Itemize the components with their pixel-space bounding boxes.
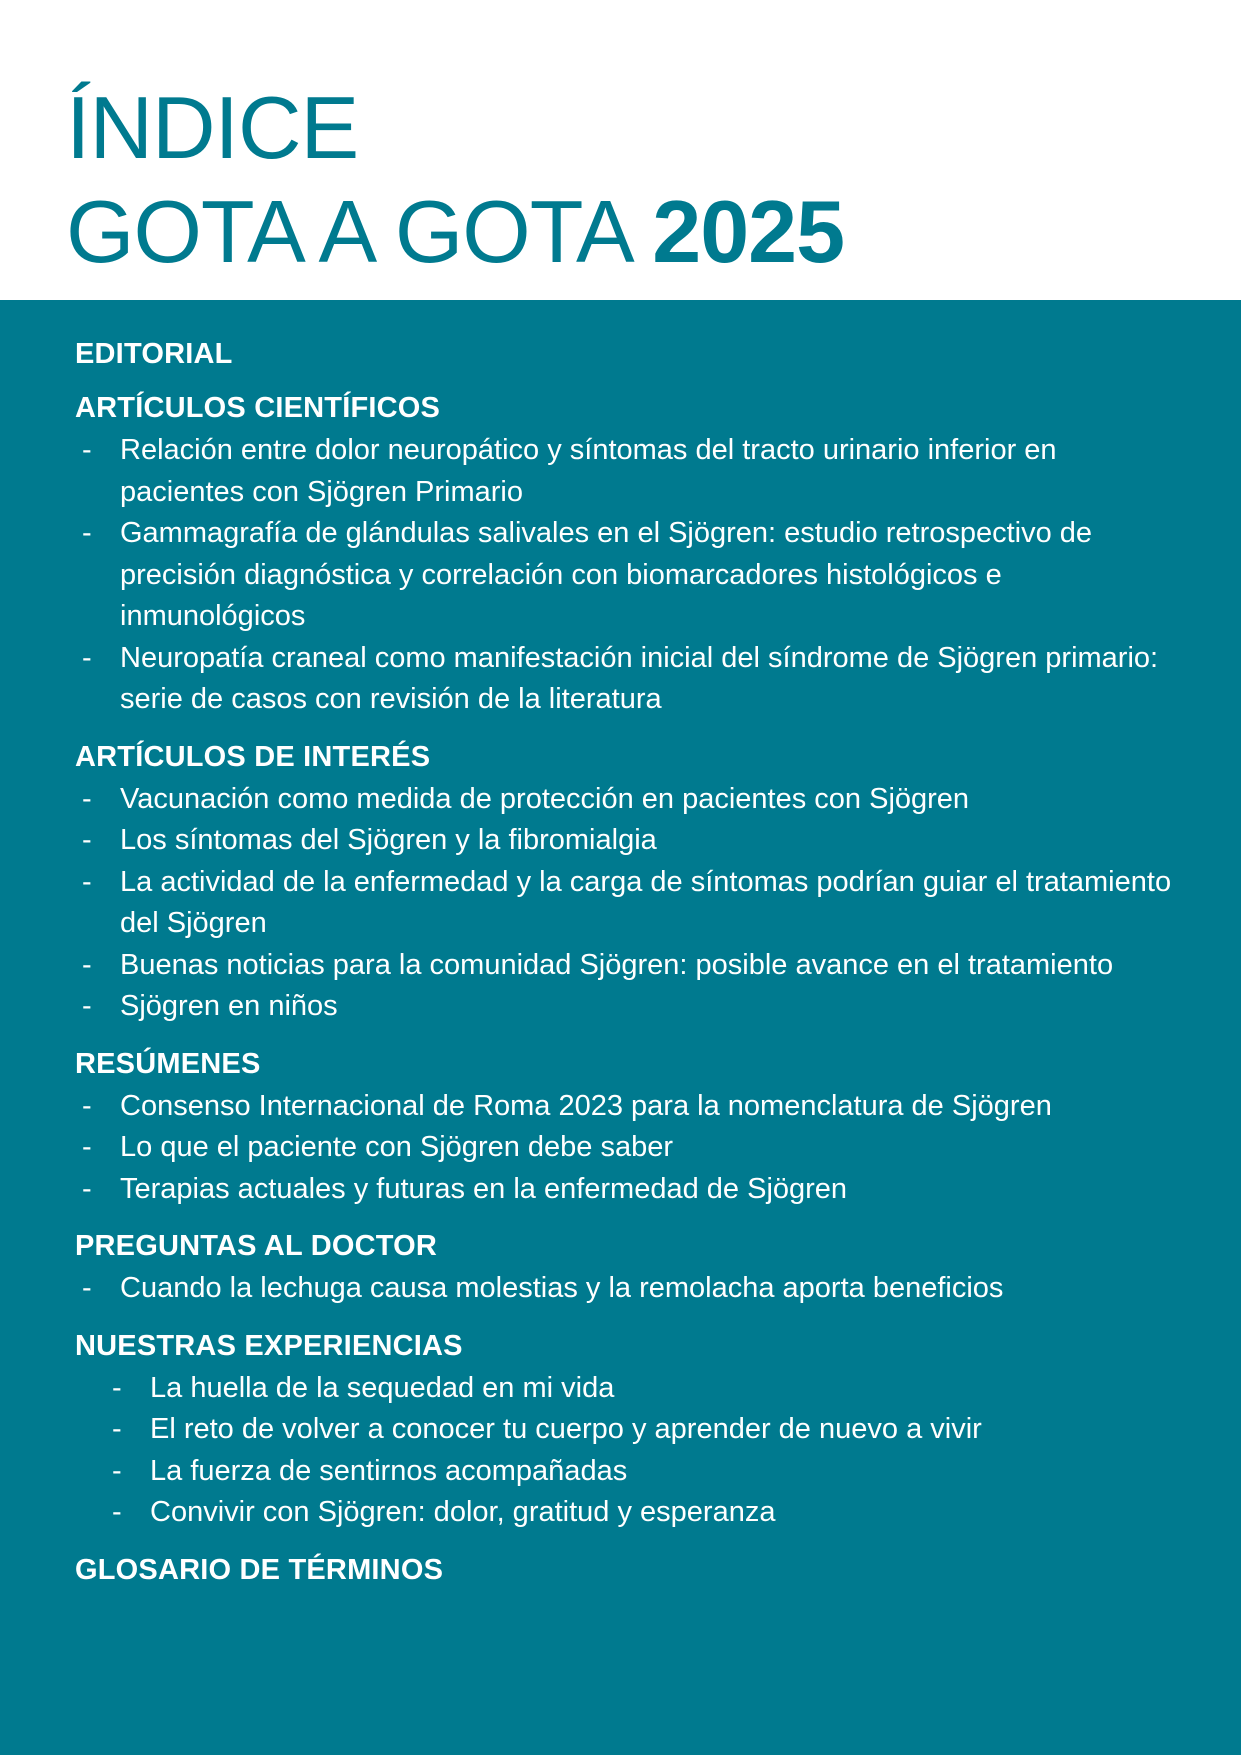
item-text: Cuando la lechuga causa molestias y la remolacha aporta beneficios bbox=[120, 1272, 1004, 1304]
section-editorial[interactable] bbox=[75, 336, 1175, 372]
dash-bullet: - bbox=[82, 865, 92, 898]
item-text: El reto de volver a conocer tu cuerpo y aprender de nuevo a vivir bbox=[150, 1413, 982, 1445]
item-text: Convivir con Sjögren: dolor, gratitud y esperanza bbox=[150, 1496, 776, 1528]
item-text: Vacunación como medida de protección en pacientes con Sjögren bbox=[120, 782, 970, 815]
publication-year: 2025 bbox=[652, 182, 845, 281]
section-glosario[interactable] bbox=[75, 1552, 1175, 1588]
dash-bullet: - bbox=[82, 517, 92, 549]
item-text: Gammagrafía de glándulas salivales en el Sjögren: estudio retrospectivo de precisión diagnóstica y correlación con biomarcadores histológicos e inmunológicos bbox=[120, 517, 1093, 632]
item-text: Terapias actuales y futuras en la enfermedad de Sjögren bbox=[120, 1172, 848, 1205]
header bbox=[0, 0, 1241, 300]
item-text: La actividad de la enfermedad y la carga de síntomas podrían guiar el tratamiento del Sjögren bbox=[120, 865, 1172, 939]
section-title[interactable]: NUESTRAS EXPERIENCIAS bbox=[75, 1329, 463, 1362]
item-list bbox=[75, 779, 1175, 1028]
dash-bullet: - bbox=[82, 948, 92, 981]
section-title[interactable]: RESÚMENES bbox=[75, 1047, 261, 1080]
section-title[interactable]: ARTÍCULOS CIENTÍFICOS bbox=[75, 392, 441, 424]
publication-title bbox=[66, 182, 845, 281]
item-text: Neuropatía craneal como manifestación inicial del síndrome de Sjögren primario: serie de casos con revisión de la literatura bbox=[120, 641, 1159, 715]
section-preguntas-al-doctor bbox=[75, 1228, 1175, 1310]
list-item[interactable] bbox=[75, 1127, 1175, 1169]
list-item[interactable] bbox=[75, 945, 1175, 987]
list-item[interactable] bbox=[75, 1368, 1175, 1410]
list-item[interactable] bbox=[75, 513, 1175, 638]
list-item[interactable] bbox=[75, 1451, 1175, 1493]
item-text: Lo que el paciente con Sjögren debe saber bbox=[120, 1131, 674, 1163]
list-item[interactable] bbox=[75, 1086, 1175, 1128]
list-item[interactable] bbox=[75, 820, 1175, 862]
contents-panel bbox=[0, 300, 1241, 1755]
dash-bullet: - bbox=[82, 1272, 92, 1304]
section-resumenes bbox=[75, 1046, 1175, 1211]
dash-bullet: - bbox=[112, 1413, 122, 1445]
dash-bullet: - bbox=[112, 1454, 122, 1487]
item-text: Relación entre dolor neuropático y síntomas del tracto urinario inferior en pacientes con Sjögren Primario bbox=[120, 434, 1057, 508]
item-list bbox=[75, 1368, 1175, 1534]
item-list bbox=[75, 430, 1175, 721]
dash-bullet: - bbox=[82, 824, 92, 856]
dash-bullet: - bbox=[82, 1172, 92, 1205]
list-item[interactable] bbox=[75, 986, 1175, 1028]
item-text: Sjögren en niños bbox=[120, 990, 338, 1022]
index-title: ÍNDICE bbox=[66, 78, 359, 177]
list-item[interactable] bbox=[75, 862, 1175, 945]
item-text: La fuerza de sentirnos acompañadas bbox=[150, 1454, 628, 1487]
section-articulos-de-interes bbox=[75, 739, 1175, 1028]
dash-bullet: - bbox=[112, 1371, 122, 1404]
publication-name: GOTA A GOTA bbox=[66, 182, 629, 281]
dash-bullet: - bbox=[82, 1089, 92, 1122]
table-of-contents bbox=[75, 336, 1175, 1606]
list-item[interactable] bbox=[75, 1409, 1175, 1451]
list-item[interactable] bbox=[75, 779, 1175, 821]
section-title[interactable]: GLOSARIO DE TÉRMINOS bbox=[75, 1553, 444, 1586]
dash-bullet: - bbox=[82, 641, 92, 674]
section-title[interactable]: EDITORIAL bbox=[75, 338, 233, 370]
dash-bullet: - bbox=[82, 434, 92, 466]
dash-bullet: - bbox=[82, 782, 92, 815]
section-title[interactable]: ARTÍCULOS DE INTERÉS bbox=[75, 740, 431, 773]
dash-bullet: - bbox=[82, 990, 92, 1022]
list-item[interactable] bbox=[75, 1169, 1175, 1211]
list-item[interactable] bbox=[75, 1268, 1175, 1310]
list-item[interactable] bbox=[75, 638, 1175, 721]
section-articulos-cientificos bbox=[75, 390, 1175, 721]
item-list bbox=[75, 1268, 1175, 1310]
item-text: Buenas noticias para la comunidad Sjögren: posible avance en el tratamiento bbox=[120, 948, 1114, 981]
section-title[interactable]: PREGUNTAS AL DOCTOR bbox=[75, 1230, 438, 1262]
dash-bullet: - bbox=[82, 1131, 92, 1163]
list-item[interactable] bbox=[75, 430, 1175, 513]
item-text: Los síntomas del Sjögren y la fibromialgia bbox=[120, 824, 657, 856]
dash-bullet: - bbox=[112, 1496, 122, 1528]
item-text: Consenso Internacional de Roma 2023 para la nomenclatura de Sjögren bbox=[120, 1089, 1052, 1122]
item-text: La huella de la sequedad en mi vida bbox=[150, 1371, 615, 1404]
item-list bbox=[75, 1086, 1175, 1211]
list-item[interactable] bbox=[75, 1492, 1175, 1534]
section-nuestras-experiencias bbox=[75, 1328, 1175, 1534]
